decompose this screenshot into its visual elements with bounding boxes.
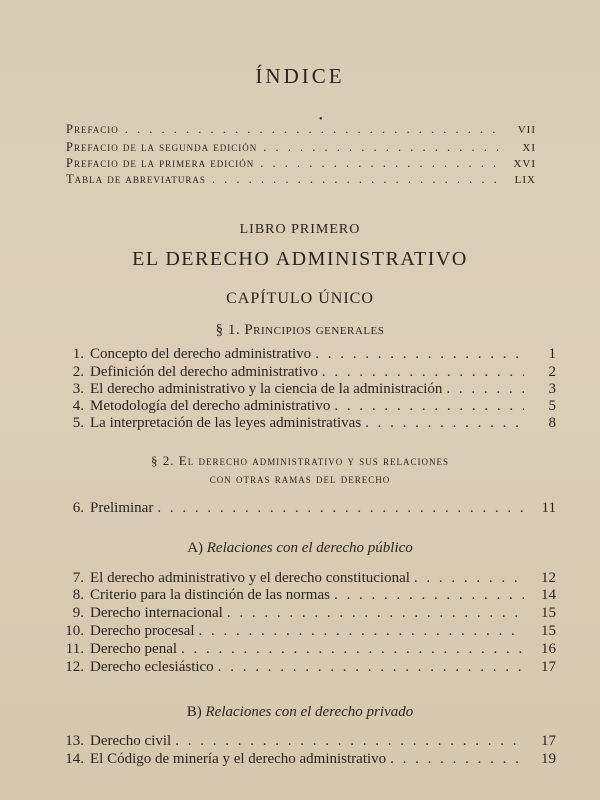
entry-number: 5. bbox=[72, 415, 84, 431]
front-matter-label: Prefacio de la segunda edición bbox=[66, 140, 258, 154]
page-number: 11 bbox=[541, 500, 556, 516]
entry-number: 4. bbox=[72, 398, 84, 414]
dot-leader bbox=[218, 659, 524, 676]
entry-number: 7. bbox=[72, 570, 84, 586]
dot-leader bbox=[414, 570, 524, 587]
dot-leader bbox=[365, 415, 524, 432]
page-number: 5 bbox=[548, 398, 556, 414]
front-matter-item bbox=[66, 122, 536, 137]
subsection-heading bbox=[0, 540, 600, 557]
toc-entry bbox=[62, 587, 556, 604]
dot-leader bbox=[212, 172, 500, 187]
page-number: 3 bbox=[548, 381, 556, 397]
entry-text: El derecho administrativo y la ciencia de la administración bbox=[90, 381, 443, 397]
dot-leader bbox=[181, 641, 524, 658]
section-heading-continued: con otras ramas del derecho bbox=[209, 471, 391, 486]
dot-leader bbox=[446, 381, 524, 398]
subsection-title: Relaciones con el derecho privado bbox=[205, 704, 414, 720]
entry-number: 8. bbox=[72, 587, 84, 603]
front-matter-item bbox=[66, 140, 536, 155]
toc-entry bbox=[62, 364, 556, 381]
toc-entry bbox=[62, 381, 556, 398]
front-matter-label: Prefacio de la primera edición bbox=[66, 156, 255, 170]
subsection-letter: A) bbox=[187, 540, 204, 556]
entry-number: 1. bbox=[72, 346, 84, 362]
page-number: XVI bbox=[513, 158, 536, 170]
toc-entry bbox=[62, 659, 556, 676]
entry-number: 9. bbox=[72, 605, 84, 621]
toc-entry bbox=[62, 500, 556, 517]
entry-text: Criterio para la distinción de las normas bbox=[90, 587, 330, 603]
entry-text: La interpretación de las leyes administrativas bbox=[90, 415, 362, 431]
toc-entry bbox=[62, 570, 556, 587]
entry-text: Derecho internacional bbox=[90, 605, 223, 621]
entry-number: 3. bbox=[72, 381, 84, 397]
entry-number: 14. bbox=[65, 751, 84, 767]
front-matter-item bbox=[66, 156, 536, 171]
dot-leader bbox=[199, 623, 524, 640]
front-matter-label: Prefacio bbox=[66, 122, 119, 136]
toc-entry bbox=[62, 751, 556, 768]
dot-leader bbox=[322, 364, 524, 381]
dot-leader bbox=[125, 122, 500, 137]
page-number: VII bbox=[517, 124, 536, 136]
section-heading: § 2. El derecho administrativo y sus relaciones bbox=[151, 453, 449, 468]
toc-entry bbox=[62, 605, 556, 622]
page-number: XI bbox=[522, 142, 536, 154]
entry-number: 6. bbox=[72, 500, 84, 516]
subsection-heading bbox=[0, 704, 600, 721]
front-matter-label: Tabla de abreviaturas bbox=[66, 172, 206, 186]
section-heading: § 1. Principios generales bbox=[215, 322, 385, 338]
entry-text: Definición del derecho administrativo bbox=[90, 364, 318, 380]
entry-text: Preliminar bbox=[90, 500, 154, 516]
entry-text: Derecho procesal bbox=[90, 623, 195, 639]
dot-leader bbox=[175, 733, 524, 750]
toc-entry bbox=[62, 733, 556, 750]
subsection-letter: B) bbox=[186, 704, 202, 720]
toc-entry bbox=[62, 346, 556, 363]
front-matter-item bbox=[66, 172, 536, 187]
page-number: 14 bbox=[541, 587, 556, 603]
subsection-title: Relaciones con el derecho público bbox=[206, 540, 413, 556]
page-number: 15 bbox=[541, 605, 556, 621]
page-number: 2 bbox=[548, 364, 556, 380]
entry-text: Derecho penal bbox=[90, 641, 178, 657]
page-number: 16 bbox=[541, 641, 556, 657]
entry-number: 12. bbox=[65, 659, 84, 675]
page-number: 19 bbox=[541, 751, 556, 767]
ink-speck: • bbox=[319, 114, 323, 125]
dot-leader bbox=[334, 587, 524, 604]
toc-entry bbox=[62, 415, 556, 432]
entry-number: 11. bbox=[65, 641, 84, 657]
dot-leader bbox=[315, 346, 524, 363]
entry-text: Derecho civil bbox=[90, 733, 172, 749]
toc-entry bbox=[62, 623, 556, 640]
entry-text: Derecho eclesiástico bbox=[90, 659, 214, 675]
entry-number: 10. bbox=[65, 623, 84, 639]
page-number: 17 bbox=[541, 659, 556, 675]
dot-leader bbox=[263, 140, 500, 155]
book-part-title: EL DERECHO ADMINISTRATIVO bbox=[132, 248, 468, 270]
entry-text: El Código de minería y el derecho administrativo bbox=[90, 751, 387, 767]
page-number: 17 bbox=[541, 733, 556, 749]
dot-leader bbox=[334, 398, 524, 415]
toc-entry bbox=[62, 398, 556, 415]
page-number: LIX bbox=[514, 174, 536, 186]
entry-text: Concepto del derecho administrativo bbox=[90, 346, 312, 362]
dot-leader bbox=[390, 751, 524, 768]
entry-number: 13. bbox=[65, 733, 84, 749]
chapter-heading: CAPÍTULO ÚNICO bbox=[226, 290, 374, 307]
dot-leader bbox=[227, 605, 524, 622]
dot-leader bbox=[260, 156, 500, 171]
entry-text: El derecho administrativo y el derecho constitucional bbox=[90, 570, 410, 586]
book-part-label: LIBRO PRIMERO bbox=[239, 222, 361, 237]
toc-entry bbox=[62, 641, 556, 658]
entry-number: 2. bbox=[72, 364, 84, 380]
page-title: ÍNDICE bbox=[255, 64, 345, 88]
page-number: 12 bbox=[541, 570, 556, 586]
page-number: 1 bbox=[548, 346, 556, 362]
dot-leader bbox=[157, 500, 524, 517]
page-number: 15 bbox=[541, 623, 556, 639]
page-number: 8 bbox=[548, 415, 556, 431]
entry-text: Metodología del derecho administrativo bbox=[90, 398, 331, 414]
